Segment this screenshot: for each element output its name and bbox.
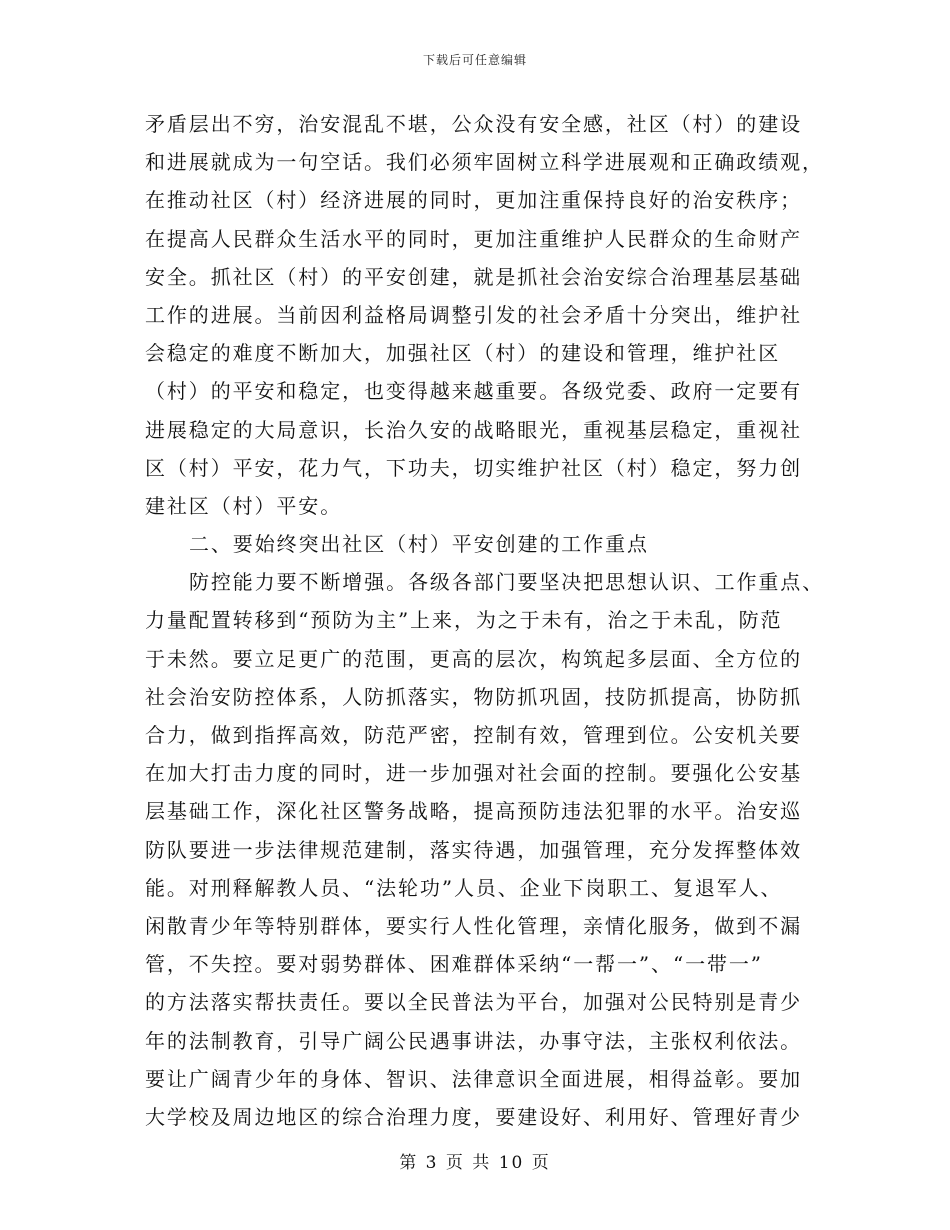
- text-line-26: 要让广阔青少年的身体、智识、法律意识全面进展，相得益彰。要加: [145, 1066, 802, 1091]
- text-line-9: 进展稳定的大局意识，长治久安的战略眼光，重视基层稳定，重视社: [145, 417, 802, 442]
- text-line-5: 安全。抓社区（村）的平安创建，就是抓社会治安综合治理基层基础: [145, 264, 802, 289]
- text-line-10: 区（村）平安，花力气，下功夫，切实维护社区（村）稳定，努力创: [145, 455, 802, 480]
- text-line-1: 矛盾层出不穷，治安混乱不堪，公众没有安全感，社区（村）的建设: [145, 112, 802, 136]
- text-line-27: 大学校及周边地区的综合治理力度，要建设好、利用好、管理好青少: [145, 1104, 802, 1129]
- text-line-15: 于未然。要立足更广的范围，更高的层次，构筑起多层面、全方位的: [145, 646, 802, 671]
- text-line-20: 防队要进一步法律规范建制，落实待遇，加强管理，充分发挥整体效: [145, 837, 802, 862]
- text-line-17: 合力，做到指挥高效，防范严密，控制有效，管理到位。公安机关要: [145, 723, 802, 747]
- section-heading: 二、要始终突出社区（村）平安创建的工作重点: [189, 532, 649, 557]
- text-line-19: 层基础工作，深化社区警务战略，提高预防违法犯罪的水平。治安巡: [145, 799, 802, 824]
- text-line-24: 的方法落实帮扶责任。要以全民普法为平台，加强对公民特别是青少: [145, 990, 802, 1015]
- text-line-7: 会稳定的难度不断加大，加强社区（村）的建设和管理，维护社区: [145, 341, 781, 366]
- text-line-18: 在加大打击力度的同时，进一步加强对社会面的控制。要强化公安基: [145, 761, 802, 786]
- page-number-footer: 第 3 页 共 10 页: [399, 1153, 551, 1173]
- text-line-8: （村）的平安和稳定，也变得越来越重要。各级党委、政府一定要有: [145, 379, 802, 404]
- text-line-3: 在推动社区（村）经济进展的同时，更加注重保持良好的治安秩序；: [145, 188, 802, 213]
- text-line-16: 社会治安防控体系，人防抓落实，物防抓巩固，技防抓提高，协防抓: [145, 684, 802, 709]
- text-line-2: 和进展就成为一句空话。我们必须牢固树立科学进展观和正确政绩观，: [145, 150, 824, 175]
- page-header-note: 下载后可任意编辑: [422, 53, 527, 67]
- text-line-11: 建社区（村）平安。: [145, 493, 343, 518]
- text-line-13: 防控能力要不断增强。各级各部门要坚决把思想认识、工作重点、: [189, 570, 825, 595]
- text-line-14: 力量配置转移到“预防为主”上来，为之于未有，治之于未乱，防范: [145, 608, 783, 633]
- text-line-25: 年的法制教育，引导广阔公民遇事讲法，办事守法，主张权利依法。: [145, 1028, 802, 1053]
- text-line-4: 在提高人民群众生活水平的同时，更加注重维护人民群众的生命财产: [145, 226, 802, 251]
- text-line-23: 管，不失控。要对弱势群体、困难群体采纳“一帮一”、“一带一”: [145, 952, 763, 977]
- document-body: [145, 105, 825, 1136]
- text-line-22: 闲散青少年等特别群体，要实行人性化管理，亲情化服务，做到不漏: [145, 913, 802, 938]
- text-line-21: 能。对刑释解教人员、“法轮功”人员、企业下岗职工、复退军人、: [145, 875, 783, 900]
- text-line-6: 工作的进展。当前因利益格局调整引发的社会矛盾十分突出，维护社: [145, 302, 802, 327]
